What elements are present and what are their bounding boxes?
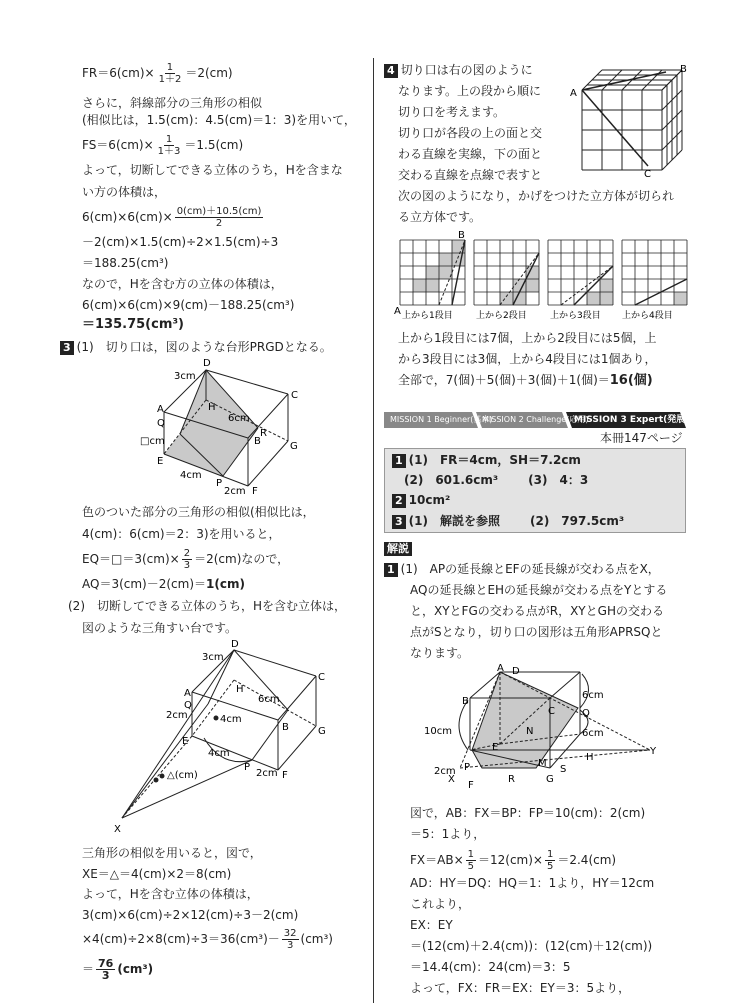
kaisetsu-badge-1: 1 [384, 563, 398, 577]
text-line: 上から1段目には7個，上から2段目には5個，上 [398, 331, 657, 345]
fig1-label-G: G [290, 441, 298, 452]
fig3-label-G: G [546, 774, 554, 785]
fig1-label-A: A [157, 404, 164, 415]
fig2-label-tri: △(cm) [167, 770, 198, 781]
shaded-cell [513, 292, 526, 305]
text-line: (2) 切断してできる立体のうち，Hを含む立体は， [68, 599, 347, 613]
fig2-label-3cm: 3cm [202, 652, 224, 663]
text-line: (相似比は，1.5(cm)：4.5(cm)＝1：3)を用いて， [82, 113, 356, 127]
grids-label-B: B [458, 230, 465, 241]
fig2-label-B: B [282, 722, 289, 733]
shaded-cell [600, 279, 613, 292]
fig3-label-S: S [560, 764, 567, 775]
fig2-label-C: C [318, 672, 325, 683]
final-answer-76-3: ＝ $\frac{76}{3}$ (cm³) [82, 957, 154, 982]
shaded-cell [513, 279, 526, 292]
fig1-label-H: H [208, 402, 216, 413]
fig2-label-G: G [318, 726, 326, 737]
text-line: 3(cm)×6(cm)÷2×12(cm)÷3－2(cm) [82, 908, 299, 922]
fig3-label-Q: Q [582, 708, 590, 719]
cube-label-C: C [644, 169, 651, 180]
fig2-label-Q: Q [184, 700, 192, 711]
figure-triangular-frustum [112, 640, 332, 836]
fig2-label-H: H [236, 684, 244, 695]
fig2-label-F: F [282, 770, 288, 781]
q3-badge: 3 [60, 341, 74, 355]
cube-label-A: A [570, 88, 577, 99]
answer-1-badge: 1 [392, 454, 406, 468]
text-line: 切り口を考えます。 [398, 105, 506, 119]
fig2-label-4cm-a: 4cm [220, 714, 242, 725]
fig3-label-F: F [468, 780, 474, 791]
text-line: XE＝△＝4(cm)×2＝8(cm) [82, 867, 232, 881]
fig3-label-B: B [462, 696, 469, 707]
q3-line: 3 (1) 切り口は，図のような台形PRGDとなる。 [60, 339, 332, 355]
fig1-label-6cm: 6cm [228, 413, 250, 424]
fig2-label-6cm: 6cm [258, 694, 280, 705]
fig1-label-B: B [254, 436, 261, 447]
shaded-cell [439, 253, 452, 266]
text-line: なので，Hを含む方の立体の体積は， [82, 277, 283, 291]
answer-3-badge: 3 [392, 515, 406, 529]
text-line: 切り口が各段の上の面と交 [398, 126, 543, 140]
figure-trapezoid-cut [140, 356, 310, 498]
layer-caption-2: 上から2段目 [476, 311, 527, 321]
text-line: 点がSとなり，切り口の図形は五角形APRSQと [410, 625, 663, 639]
answer-1-line2: (2) 601.6cm³ (3) 4：3 [404, 473, 589, 487]
fig2-label-P: P [244, 762, 251, 773]
shaded-cell [426, 266, 439, 279]
text-line: から3段目には3個，上から4段目には1個あり， [398, 352, 657, 366]
answer-2-badge: 2 [392, 494, 406, 508]
fig1-label-C: C [291, 390, 298, 401]
shaded-cell [526, 279, 539, 292]
layer-caption-1: 上から1段目 [402, 311, 453, 321]
text-line: よって，Hを含む立体の体積は， [82, 887, 259, 901]
fig1-label-E: E [157, 456, 164, 467]
answer-1-line1: 1 (1) FR＝4cm，SH＝7.2cm [392, 452, 581, 468]
answer-2-line: 2 10cm² [392, 492, 450, 508]
answer-3-line: 3 (1) 解説を参照 (2) 797.5cm³ [392, 513, 624, 529]
fig1-label-R: R [260, 428, 267, 439]
fig3-label-E: E [492, 742, 499, 753]
line-volume: 6(cm)×6(cm)× $\frac{0(cm)+10.5(cm)}{2}$ [82, 206, 262, 229]
grids-label-A: A [394, 306, 401, 317]
text-line: なります。 [410, 646, 470, 660]
text-line: 4(cm)：6(cm)＝2：3)を用いると， [82, 527, 281, 541]
shaded-cell [587, 292, 600, 305]
fig3-label-6cm-b: 6cm [582, 728, 604, 739]
text-line: 図のような三角すい台です。 [82, 621, 238, 635]
kaisetsu-line1: 1 (1) APの延長線とEFの延長線が交わる点をX， [384, 561, 660, 577]
fig3-label-C: C [548, 706, 555, 717]
fig2-label-E: E [182, 736, 189, 747]
text-line: ＝5：1より， [410, 827, 486, 841]
fig1-label-2cm: 2cm [224, 486, 246, 497]
text-line: と，XYとFGの交わる点がR，XYとGHの交わる [410, 604, 664, 618]
figure-pentagon-cut [420, 664, 670, 794]
line-total: 全部で，7(個)＋5(個)＋3(個)＋1(個)＝16(個) [398, 373, 653, 388]
fig2-label-2cm: 2cm [166, 710, 188, 721]
text-line: 図で，AB：FX＝BP：FP＝10(cm)：2(cm) [410, 806, 646, 820]
fig1-label-Q: Q [157, 418, 165, 429]
text-line: これより， [410, 897, 471, 911]
tab-mission2[interactable]: MISSION 2 Challenge(応用) [482, 415, 589, 424]
text-line: AD：HY＝DQ：HQ＝1：1より，HY＝12cm [410, 876, 655, 890]
text-line: EX：EY [410, 918, 453, 932]
layer-caption-4: 上から4段目 [622, 311, 673, 321]
fig3-label-2cm: 2cm [434, 766, 456, 777]
cube-label-B: B [680, 64, 687, 75]
text-line: よって，切断してできる立体のうち，Hを含まな [82, 163, 343, 177]
line-aq: AQ＝3(cm)－2(cm)＝1(cm) [82, 577, 245, 591]
fig2-label-X: X [114, 824, 121, 835]
shaded-cell [674, 292, 687, 305]
text-line: い方の体積は， [82, 185, 167, 199]
shaded-cell [426, 279, 439, 292]
text-line: ＝(12(cm)＋2.4(cm))：(12(cm)＋12(cm)) [410, 939, 653, 953]
text-line: ＝188.25(cm³) [82, 256, 169, 270]
text-line: 色のついた部分の三角形の相似(相似比は， [82, 505, 315, 519]
fig3-label-D: D [512, 666, 520, 677]
layer-caption-3: 上から3段目 [550, 311, 601, 321]
text-line: 次の図のようになり，かげをつけた立方体が切られ [398, 189, 675, 203]
text-line: 交わる直線を点線で表すと [398, 168, 543, 182]
text-line: 三角形の相似を用いると，図で， [82, 846, 262, 860]
fig1-label-sqcm: □cm [140, 436, 165, 447]
column-divider [373, 58, 374, 1003]
fig3-label-H: H [586, 752, 594, 763]
fig3-label-P: P [464, 762, 471, 773]
text-line: よって，FX：FR＝EX：EY＝3：5より， [410, 981, 631, 995]
kaisetsu-header: 解説 [384, 540, 415, 556]
text-line: 6(cm)×6(cm)×9(cm)－188.25(cm³) [82, 298, 295, 312]
text-line: る立方体です。 [398, 210, 482, 224]
text-line: わる直線を実線，下の面と [398, 147, 543, 161]
text-line: さらに，斜線部分の三角形の相似 [82, 96, 263, 110]
fig3-label-X: X [448, 774, 455, 785]
figure-cube-4x4 [568, 62, 690, 180]
fig3-label-N: N [526, 726, 534, 737]
fig1-label-P: P [216, 478, 223, 489]
line-fs: FS＝6(cm)× $\frac{1}{1+3}$ ＝1.5(cm) [82, 134, 244, 157]
fig1-label-F: F [252, 486, 258, 497]
shaded-cell [600, 292, 613, 305]
q4-badge: 4 [384, 64, 398, 78]
page-reference: 本冊147ページ [600, 431, 683, 445]
text-line: －2(cm)×1.5(cm)÷2×1.5(cm)÷3 [82, 235, 279, 249]
tab-mission3[interactable]: MISSION 3 Expert(発展) [574, 415, 690, 425]
text-line: ＝14.4(cm)：24(cm)＝3：5 [410, 960, 571, 974]
text-line: AQの延長線とEHの延長線が交わる点をYとする [410, 583, 668, 597]
line-fr: FR＝6(cm)× $\frac{1}{1+2}$ ＝2(cm) [82, 62, 233, 85]
fig3-label-6cm-a: 6cm [582, 690, 604, 701]
shaded-cell [452, 253, 465, 266]
answer-135: ＝135.75(cm³) [82, 317, 184, 332]
fig2-label-D: D [231, 639, 239, 650]
fig3-label-R: R [508, 774, 515, 785]
fig3-label-Y: Y [650, 746, 657, 757]
fig2-label-4cm-b: 4cm [208, 748, 230, 759]
text-line: なります。上の段から順に [398, 84, 542, 98]
fig3-label-10cm: 10cm [424, 726, 452, 737]
fig2-label-2cm-b: 2cm [256, 768, 278, 779]
fig2-label-A: A [184, 688, 191, 699]
figure-layer-grids [396, 228, 696, 320]
line-eq: EQ＝□＝3(cm)× $\frac{2}{3}$ ＝2(cm)なので， [82, 548, 290, 571]
shaded-cell [413, 279, 426, 292]
q4-line: 4 切り口は右の図のように [384, 62, 533, 78]
fig1-label-D: D [203, 358, 211, 369]
line-fx: FX＝AB× $\frac{1}{5}$ ＝12(cm)× $\frac{1}{5}$ ＝2.4(cm) [410, 849, 617, 872]
fig1-label-4cm: 4cm [180, 470, 202, 481]
fig3-label-A: A [497, 663, 504, 674]
fig3-label-M: M [538, 758, 547, 769]
tab-mission1[interactable]: MISSION 1 Beginner(基本) [390, 415, 493, 424]
line-r5: ×4(cm)÷2×8(cm)÷3＝36(cm³)－ $\frac{32}{3}$ (cm³) [82, 928, 333, 951]
fig1-label-3cm: 3cm [174, 371, 196, 382]
